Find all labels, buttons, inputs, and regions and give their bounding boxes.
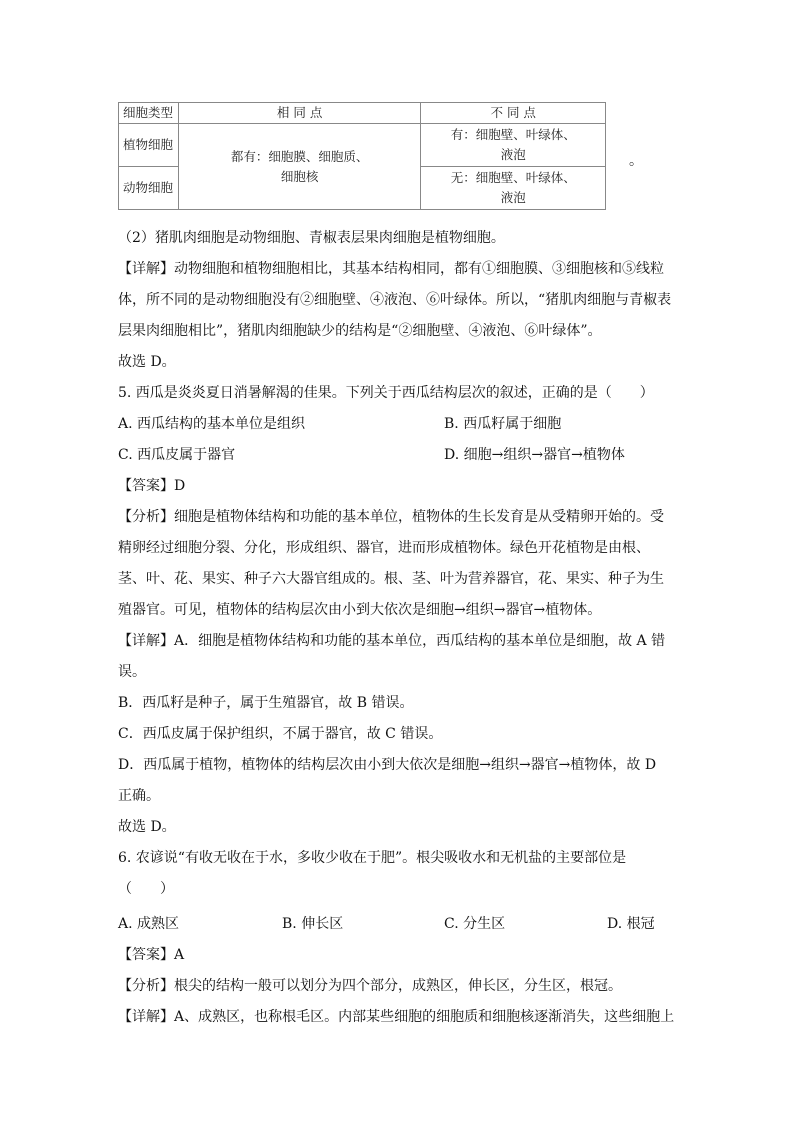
detail-line: B．西瓜籽是种子，属于生殖器官，故 B 错误。 (118, 695, 414, 711)
animal-differences-cell (421, 167, 606, 210)
q6-option-c: C. 分生区 (444, 916, 506, 932)
q5-option-d: D. 细胞→组织→器官→植物体 (444, 447, 625, 463)
detail-line: 体，所不同的是动物细胞没有②细胞壁、④液泡、⑥叶绿体。所以，“猪肌肉细胞与青椒表 (118, 292, 672, 308)
question-6: 6. 农谚说“有收无收在于水，多收少收在于肥”。根尖吸收水和无机盐的主要部位是 (118, 850, 627, 866)
analysis-line: 【分析】根尖的结构一般可以划分为四个部分，成熟区，伸长区，分生区，根冠。 (118, 978, 622, 994)
animal-cell-label: 动物细胞 (119, 167, 179, 210)
plant-diff-line1: 有：细胞壁、叶绿体、 (450, 127, 576, 142)
similarities-line1: 都有：细胞膜、细胞质、 (230, 148, 369, 164)
question-6-bracket: （ ） (118, 881, 174, 897)
analysis-line: 【分析】细胞是植物体结构和功能的基本单位，植物体的生长发育是从受精卵开始的。受 (118, 509, 664, 525)
table-trailing-period: 。 (629, 153, 643, 169)
table-row-plant (119, 124, 606, 167)
answer-part2: （2）猪肌肉细胞是动物细胞、青椒表层果肉细胞是植物细胞。 (118, 230, 505, 246)
detail-line: 误。 (118, 664, 146, 680)
detail-line: 正确。 (118, 788, 160, 804)
header-differences: 不 同 点 (421, 103, 606, 124)
conclusion-line: 故选 D。 (118, 819, 176, 835)
header-cell-type: 细胞类型 (119, 103, 179, 124)
analysis-line: 殖器官。可见，植物体的结构层次由小到大依次是细胞→组织→器官→植物体。 (118, 602, 602, 618)
header-similarities: 相 同 点 (178, 103, 421, 124)
plant-differences-cell (421, 124, 606, 167)
detail-line: 层果肉细胞相比”，猪肌肉细胞缺少的结构是“②细胞壁、④液泡、⑥叶绿体”。 (118, 323, 602, 339)
q6-option-b: B. 伸长区 (282, 916, 344, 932)
answer-label: 【答案】A (118, 947, 185, 963)
detail-line: C．西瓜皮属于保护组织，不属于器官，故 C 错误。 (118, 726, 443, 742)
animal-diff-line1: 无：细胞壁、叶绿体、 (450, 170, 576, 185)
detail-line: D．西瓜属于植物，植物体的结构层次由小到大依次是细胞→组织→器官→植物体，故 D (118, 757, 657, 773)
q6-option-a: A. 成熟区 (118, 916, 180, 932)
similarities-cell (178, 124, 421, 210)
analysis-line: 茎、叶、花、果实、种子六大器官组成的。根、茎、叶为营养器官，花、果实、种子为生 (118, 571, 664, 587)
q5-option-a: A. 西瓜结构的基本单位是组织 (118, 416, 306, 432)
detail-line: 【详解】A．细胞是植物体结构和功能的基本单位，西瓜结构的基本单位是细胞，故 A 错 (118, 633, 666, 649)
detail-line: 【详解】动物细胞和植物细胞相比，其基本结构相同，都有①细胞膜、③细胞核和⑤线粒 (118, 261, 664, 277)
question-5: 5. 西瓜是炎炎夏日消暑解渴的佳果。下列关于西瓜结构层次的叙述，正确的是（ ） (118, 385, 654, 401)
plant-cell-label: 植物细胞 (119, 124, 179, 167)
q5-option-c: C. 西瓜皮属于器官 (118, 447, 236, 463)
cell-comparison-table (118, 102, 606, 210)
answer-label: 【答案】D (118, 478, 186, 494)
animal-diff-line2: 液泡 (500, 190, 526, 205)
table-header-row (119, 103, 606, 124)
q6-option-d: D. 根冠 (607, 916, 655, 932)
q5-option-b: B. 西瓜籽属于细胞 (444, 416, 562, 432)
similarities-line2: 细胞核 (280, 168, 319, 184)
conclusion-line: 故选 D。 (118, 354, 176, 370)
analysis-line: 精卵经过细胞分裂、分化，形成组织、器官，进而形成植物体。绿色开花植物是由根、 (118, 540, 650, 556)
plant-diff-line2: 液泡 (500, 147, 526, 162)
detail-line: 【详解】A、成熟区，也称根毛区。内部某些细胞的细胞质和细胞核逐渐消失，这些细胞上 (118, 1009, 675, 1025)
